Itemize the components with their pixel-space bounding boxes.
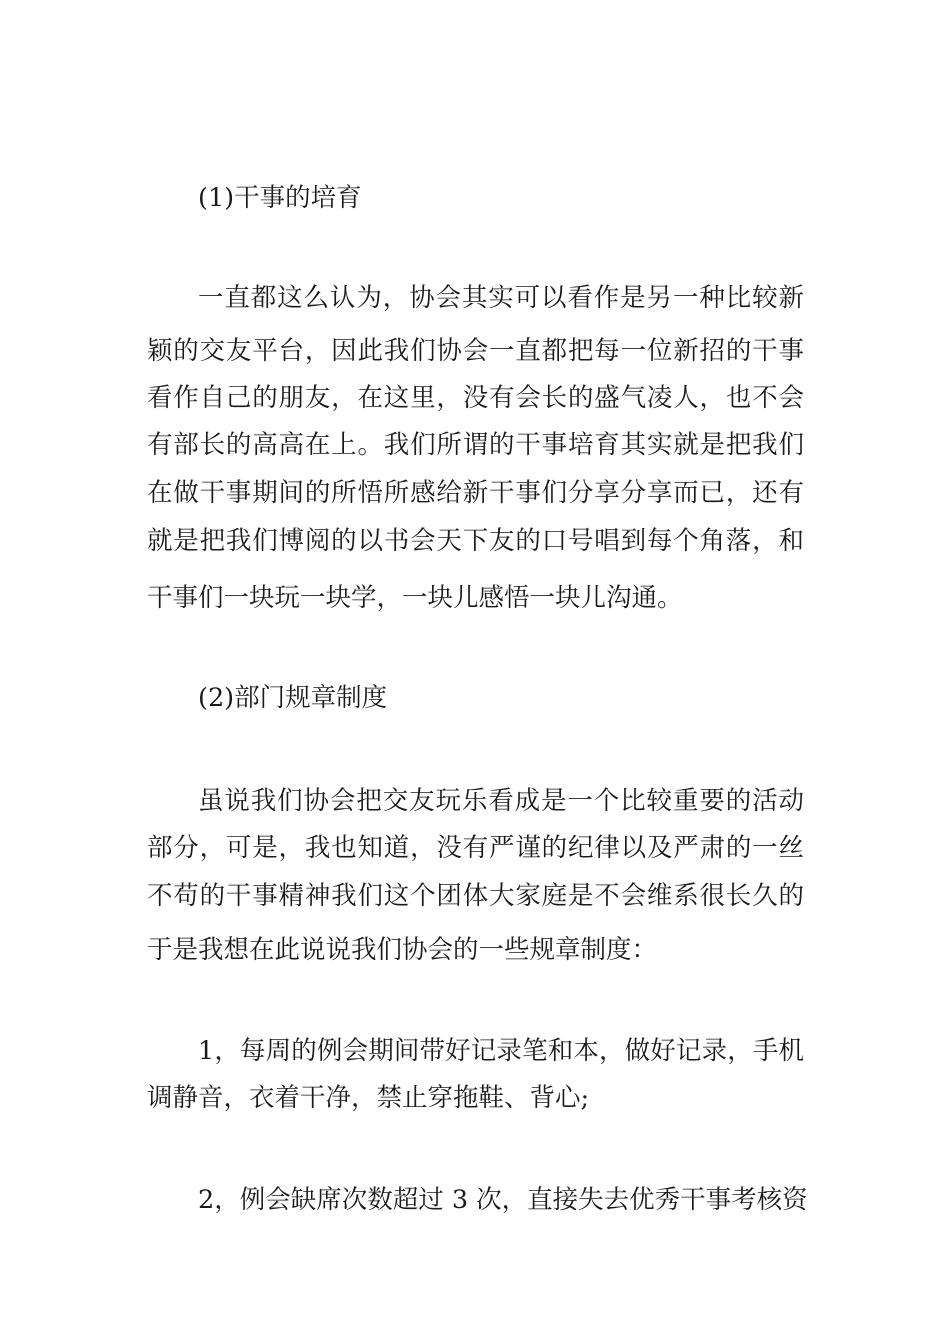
para1-line-2: 颖的交友平台，因此我们协会一直都把每一位新招的干事 — [147, 336, 804, 366]
para2-line-3: 不苟的干事精神我们这个团体大家庭是不会维系很长久的 — [147, 881, 804, 911]
para1-line-7: 干事们一块玩一块学，一块儿感悟一块儿沟通。 — [147, 583, 683, 613]
para1-line-1: 一直都这么认为，协会其实可以看作是另一种比较新 — [198, 283, 804, 313]
para2-line-1: 虽说我们协会把交友玩乐看成是一个比较重要的活动 — [198, 786, 804, 816]
item1-line-2: 调静音，衣着干净，禁止穿拖鞋、背心; — [147, 1083, 590, 1113]
section-heading-2: (2)部门规章制度 — [198, 683, 388, 713]
para2-line-2: 部分，可是，我也知道，没有严谨的纪律以及严肃的一丝 — [147, 833, 804, 863]
para1-line-5: 在做干事期间的所悟所感给新干事们分享分享而已，还有 — [147, 478, 804, 508]
item2-line-1: 2，例会缺席次数超过 3 次，直接失去优秀干事考核资 — [198, 1185, 808, 1215]
item1-line-1: 1，每周的例会期间带好记录笔和本，做好记录，手机 — [198, 1036, 804, 1066]
para1-line-4: 有部长的高高在上。我们所谓的干事培育其实就是把我们 — [147, 430, 804, 460]
para1-line-6: 就是把我们博阅的以书会天下友的口号唱到每个角落，和 — [147, 526, 804, 556]
para2-line-4: 于是我想在此说说我们协会的一些规章制度： — [147, 935, 658, 965]
para1-line-3: 看作自己的朋友，在这里，没有会长的盛气凌人，也不会 — [147, 383, 804, 413]
section-heading-1: (1)干事的培育 — [198, 183, 362, 213]
